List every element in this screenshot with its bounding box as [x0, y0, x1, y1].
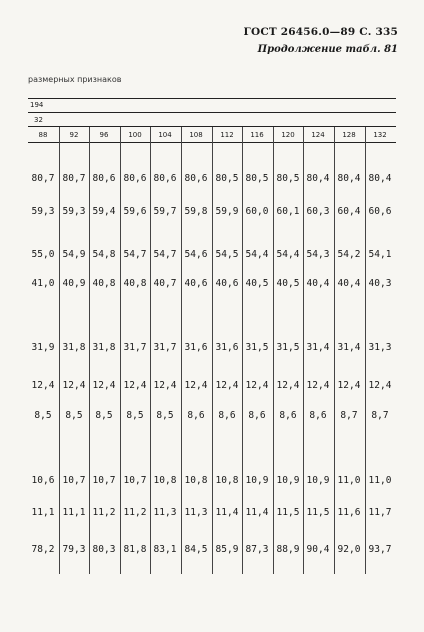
table-cell: 40,5 — [245, 278, 269, 289]
table-cell: 78,2 — [31, 544, 55, 555]
table-cell: 80,3 — [92, 544, 116, 555]
table-cell: 12,4 — [184, 380, 208, 391]
table-cell: 8,7 — [340, 410, 358, 421]
table-cell: 12,4 — [276, 380, 300, 391]
table-cell: 60,0 — [245, 206, 269, 217]
table-cell: 31,9 — [31, 342, 55, 353]
table-cell: 8,5 — [65, 410, 83, 421]
table-cell: 54,6 — [184, 249, 208, 260]
table-cell: 54,7 — [123, 249, 147, 260]
table-cell: 40,3 — [368, 278, 392, 289]
table-cell: 12,4 — [368, 380, 392, 391]
table-cell: 11,7 — [368, 507, 392, 518]
table-cell: 90,4 — [306, 544, 330, 555]
table-cell: 60,1 — [276, 206, 300, 217]
table-cell: 10,9 — [276, 475, 300, 486]
table-cell: 10,9 — [306, 475, 330, 486]
rule-mid — [28, 112, 396, 113]
table-cell: 80,5 — [276, 173, 300, 184]
table-cell: 8,7 — [371, 410, 389, 421]
table-cell: 10,8 — [184, 475, 208, 486]
column-header: 88 — [38, 131, 48, 139]
table-cell: 40,8 — [123, 278, 147, 289]
table-cell: 59,3 — [31, 206, 55, 217]
table-cell: 88,9 — [276, 544, 300, 555]
table-cell: 59,7 — [153, 206, 177, 217]
table-cell: 40,8 — [92, 278, 116, 289]
column-header: 116 — [250, 131, 264, 139]
table-cell: 60,6 — [368, 206, 392, 217]
table-cell: 11,5 — [306, 507, 330, 518]
table-cell: 12,4 — [62, 380, 86, 391]
table-cell: 40,4 — [337, 278, 361, 289]
table-cell: 80,5 — [215, 173, 239, 184]
table-cell: 80,4 — [306, 173, 330, 184]
column-header: 92 — [69, 131, 79, 139]
table-cell: 11,2 — [123, 507, 147, 518]
table-cell: 80,6 — [123, 173, 147, 184]
table-cell: 10,7 — [92, 475, 116, 486]
table-cell: 60,3 — [306, 206, 330, 217]
table-cell: 54,1 — [368, 249, 392, 260]
table-cell: 12,4 — [215, 380, 239, 391]
table-cell: 79,3 — [62, 544, 86, 555]
table-cell: 54,4 — [276, 249, 300, 260]
column-header: 124 — [311, 131, 325, 139]
table-cell: 8,6 — [309, 410, 327, 421]
table-cell: 8,5 — [34, 410, 52, 421]
table-cell: 80,7 — [31, 173, 55, 184]
table-cell: 59,3 — [62, 206, 86, 217]
table-cell: 54,2 — [337, 249, 361, 260]
table-cell: 12,4 — [306, 380, 330, 391]
table-cell: 11,0 — [368, 475, 392, 486]
table-cell: 10,7 — [123, 475, 147, 486]
table-cell: 11,4 — [245, 507, 269, 518]
rule-top — [28, 98, 396, 99]
table-cell: 40,4 — [306, 278, 330, 289]
group-label-194: 194 — [30, 101, 44, 109]
table-cell: 11,4 — [215, 507, 239, 518]
table-cell: 12,4 — [337, 380, 361, 391]
table-cell: 11,1 — [31, 507, 55, 518]
table-continuation-title: Продолжение табл. 81 — [257, 44, 398, 55]
table-cell: 31,5 — [245, 342, 269, 353]
table-cell: 31,4 — [337, 342, 361, 353]
table-cell: 59,6 — [123, 206, 147, 217]
table-cell: 60,4 — [337, 206, 361, 217]
table-cell: 93,7 — [368, 544, 392, 555]
table-subtitle: размерных признаков — [28, 75, 122, 84]
table-cell: 31,8 — [62, 342, 86, 353]
column-header: 96 — [99, 131, 109, 139]
table-cell: 54,7 — [153, 249, 177, 260]
table-cell: 92,0 — [337, 544, 361, 555]
table-cell: 8,5 — [156, 410, 174, 421]
table-cell: 12,4 — [92, 380, 116, 391]
group-label-32: 32 — [34, 116, 43, 124]
table-cell: 11,0 — [337, 475, 361, 486]
table-cell: 31,3 — [368, 342, 392, 353]
table-cell: 31,8 — [92, 342, 116, 353]
column-header: 108 — [189, 131, 203, 139]
table-cell: 84,5 — [184, 544, 208, 555]
table-cell: 54,4 — [245, 249, 269, 260]
column-header: 104 — [158, 131, 172, 139]
table-cell: 10,6 — [31, 475, 55, 486]
table-cell: 87,3 — [245, 544, 269, 555]
table-cell: 8,5 — [95, 410, 113, 421]
table-cell: 55,0 — [31, 249, 55, 260]
table-cell: 31,6 — [184, 342, 208, 353]
table-cell: 80,5 — [245, 173, 269, 184]
column-header: 100 — [128, 131, 142, 139]
table-cell: 12,4 — [123, 380, 147, 391]
table-cell: 54,9 — [62, 249, 86, 260]
table-cell: 40,6 — [215, 278, 239, 289]
table-cell: 11,3 — [184, 507, 208, 518]
table-cell: 59,4 — [92, 206, 116, 217]
column-header: 132 — [373, 131, 387, 139]
table-cell: 10,9 — [245, 475, 269, 486]
table-cell: 8,6 — [187, 410, 205, 421]
page-header: ГОСТ 26456.0—89 С. 335 — [243, 26, 398, 38]
table-cell: 31,7 — [153, 342, 177, 353]
table-cell: 31,6 — [215, 342, 239, 353]
table-cell: 10,8 — [153, 475, 177, 486]
table-cell: 11,3 — [153, 507, 177, 518]
table-cell: 11,6 — [337, 507, 361, 518]
table-cell: 11,1 — [62, 507, 86, 518]
column-header: 120 — [281, 131, 295, 139]
table-cell: 80,4 — [368, 173, 392, 184]
table-cell: 80,6 — [184, 173, 208, 184]
table-cell: 31,4 — [306, 342, 330, 353]
table-cell: 8,6 — [279, 410, 297, 421]
table-cell: 11,2 — [92, 507, 116, 518]
table-cell: 85,9 — [215, 544, 239, 555]
column-header: 112 — [220, 131, 234, 139]
table-cell: 31,7 — [123, 342, 147, 353]
table-cell: 80,6 — [153, 173, 177, 184]
table-cell: 80,6 — [92, 173, 116, 184]
table-cell: 80,4 — [337, 173, 361, 184]
table-cell: 40,9 — [62, 278, 86, 289]
table-cell: 10,8 — [215, 475, 239, 486]
table-cell: 81,8 — [123, 544, 147, 555]
table-cell: 8,5 — [126, 410, 144, 421]
table-cell: 80,7 — [62, 173, 86, 184]
table-cell: 31,5 — [276, 342, 300, 353]
table-cell: 12,4 — [245, 380, 269, 391]
table-cell: 41,0 — [31, 278, 55, 289]
table-cell: 59,8 — [184, 206, 208, 217]
column-header: 128 — [342, 131, 356, 139]
table-cell: 59,9 — [215, 206, 239, 217]
table-cell: 10,7 — [62, 475, 86, 486]
table-cell: 54,8 — [92, 249, 116, 260]
table-cell: 54,3 — [306, 249, 330, 260]
table-cell: 54,5 — [215, 249, 239, 260]
table-cell: 8,6 — [218, 410, 236, 421]
table-cell: 11,5 — [276, 507, 300, 518]
table-cell: 40,7 — [153, 278, 177, 289]
table-cell: 12,4 — [153, 380, 177, 391]
table-cell: 40,6 — [184, 278, 208, 289]
table-cell: 12,4 — [31, 380, 55, 391]
table-cell: 40,5 — [276, 278, 300, 289]
table-cell: 83,1 — [153, 544, 177, 555]
table-cell: 8,6 — [248, 410, 266, 421]
